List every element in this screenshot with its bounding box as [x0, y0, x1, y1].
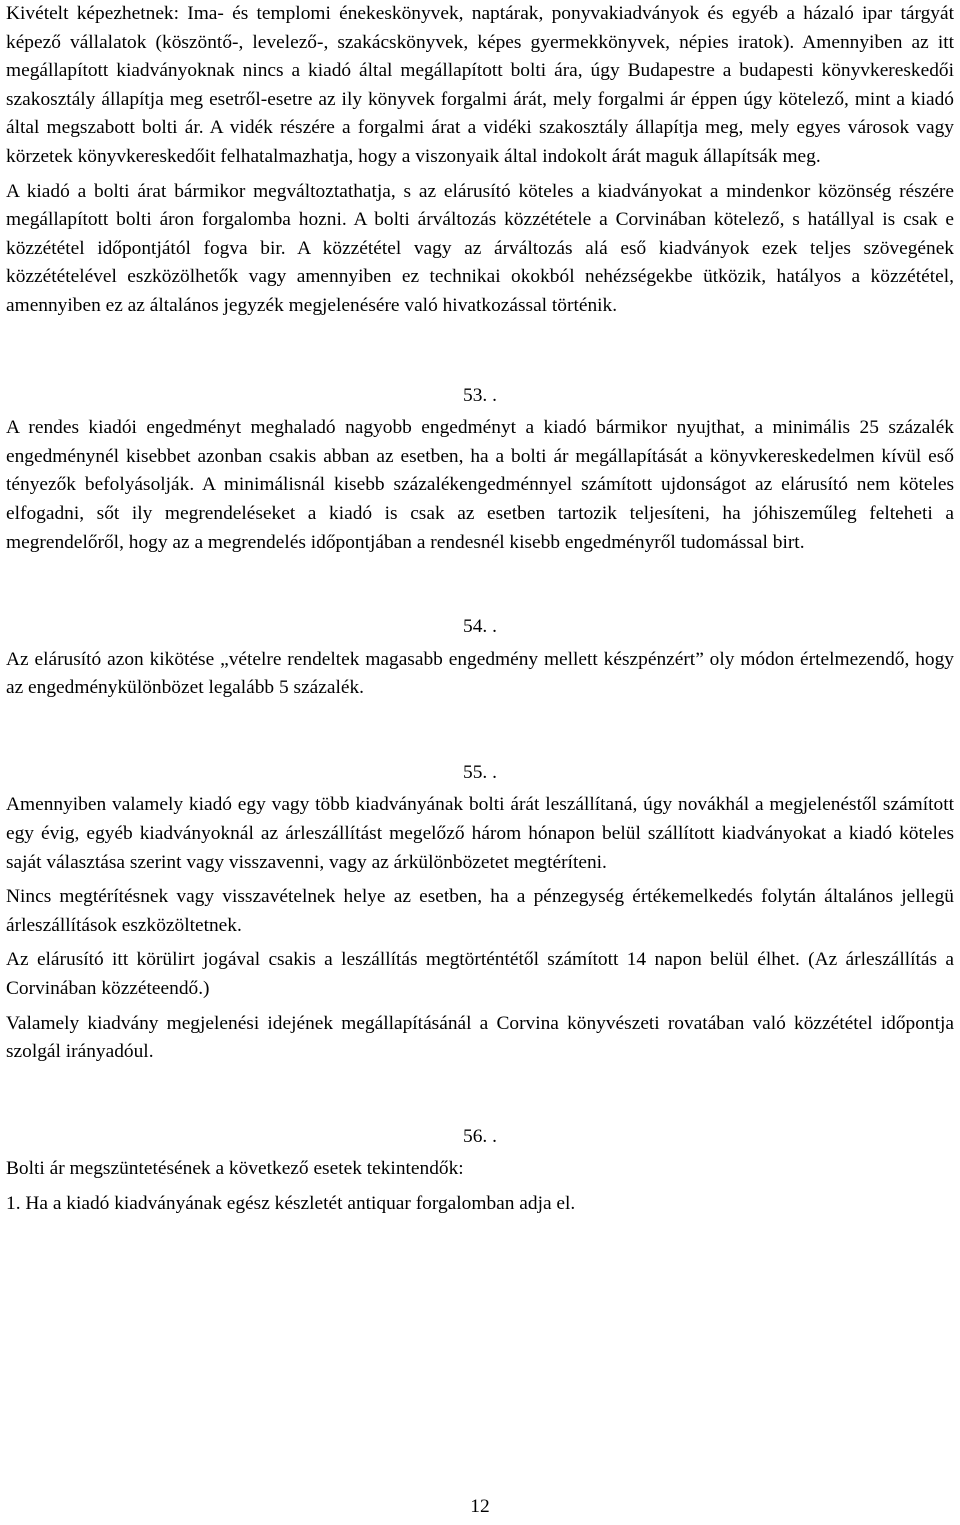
body-paragraph: Az elárusító azon kikötése „vételre rendeltek magasabb engedmény mellett készpénzért” oly módon értelmezendő, hogy az engedménykülönbözet legalább 5 százalék.: [6, 648, 954, 699]
body-paragraph: A rendes kiadói engedményt meghaladó nagyobb engedményt a kiadó bármikor nyujthat, a minimális 25 százalék engedménynél kisebbet azonban csakis abban az esetben, ha a bolti ár megállapítását a könyvkereskedelmen kívül eső tényezők befolyásolják. A minimálisnál kisebb százalékengedménnyel számított ujdonságot az elárusító nem köteles elfogadni, sőt ily megrendeléseket a kiadó is csak az esetben tartozik teljesíteni, ha jóhiszeműleg felteheti a megrendelőről, hogy az a megrendelés időpontjában a rendesnél kisebb engedményről tudomással birt.: [6, 417, 954, 553]
section-number: 56. .: [463, 1125, 497, 1147]
section-number: 55. .: [463, 761, 497, 783]
section-number: 53. .: [463, 384, 497, 406]
body-paragraph: Az elárusító itt körülirt jogával csakis a leszállítás megtörténtétől számított 14 napon belül élhet. (Az árleszállítás a Corvinában közzéteendő.): [6, 949, 954, 1000]
body-paragraph: Nincs megtérítésnek vagy visszavételnek helye az esetben, ha a pénzegység értékemelkedés folytán általános jellegü árleszállítások eszközöltetnek.: [6, 886, 954, 936]
section-number: 54. .: [463, 616, 497, 638]
list-item: 1. Ha a kiadó kiadványának egész készletét antiquar forgalomban adja el.: [6, 1193, 576, 1214]
body-paragraph: Kivételt képezhetnek: Ima- és templomi énekeskönyvek, naptárak, ponyvakiadványok és egyéb a házaló ipar tárgyát képező vállalatok (köszöntő-, levelező-, szakácskönyvek, képes gyermekkönyvek, népies iratok). Amennyiben az itt megállapított kiadványoknak nincs a kiadó által megállapított bolti ára, úgy Budapestre a budapesti könyvkereskedői szakosztály állapítja meg esetről-esetre az ily könyvek forgalmi árát, mely forgalmi ár éppen úgy kötelező, mint a kiadó által megszabott bolti ár. A vidék részére a forgalmi árat a vidéki szakosztály állapítja meg, mely egyes városok vagy körzetek könyvkereskedőit felhatalmazhatja, hogy a viszonyaik által indokolt árát maguk állapítsák meg.: [6, 3, 954, 167]
body-paragraph: A kiadó a bolti árat bármikor megváltoztathatja, s az elárusító köteles a kiadványokat a mindenkor közönség részére megállapított bolti áron forgalomba hozni. A bolti árváltozás közzététele a Corvinában kötelező, s hatállyal is csak e közzététel időpontjától fogva bir. A közzététel vagy az árváltozás alá eső kiadványok ezek teljes szövegének közzétételével eszközölhetők vagy amennyiben ez technikai okokból nehézségekbe ütközik, hatályos a közzététel, amennyiben ez az általános jegyzék megjelenésére való hivatkozással történik.: [6, 180, 954, 316]
body-paragraph: Bolti ár megszüntetésének a következő esetek tekintendők:: [6, 1158, 464, 1180]
page-number: 12: [470, 1496, 490, 1517]
body-paragraph: Amennyiben valamely kiadó egy vagy több kiadványának bolti árát leszállítaná, úgy novákhál a megjelenéstől számított egy évig, egyéb kiadványoknál az árleszállítást megelőző három hónapon belül szállított kiadványokat a kiadó köteles saját választása szerint vagy visszavenni, vagy az árkülönbözetet megtéríteni.: [6, 794, 954, 873]
body-paragraph: Valamely kiadvány megjelenési idejének megállapításánál a Corvina könyvészeti rovatában való közzététel időpontja szolgál irányadóul.: [6, 1012, 954, 1063]
